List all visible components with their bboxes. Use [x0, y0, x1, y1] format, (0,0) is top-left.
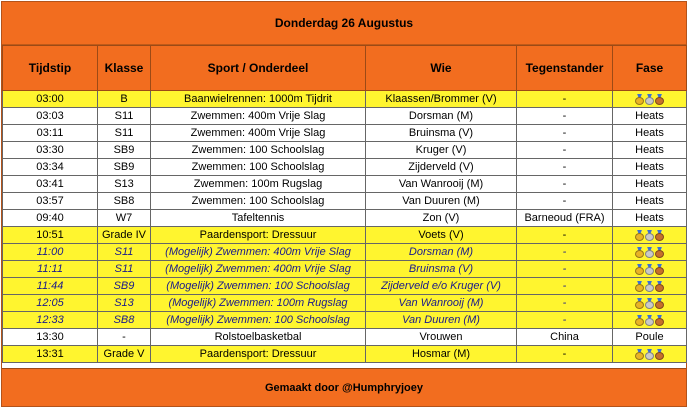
cell-sport: (Mogelijk) Zwemmen: 400m Vrije Slag [151, 261, 366, 278]
cell-who: Van Duuren (M) [366, 312, 517, 329]
schedule-table [2, 45, 687, 363]
cell-class: SB8 [98, 193, 151, 210]
table-row [3, 244, 687, 261]
silver-medal-icon [645, 298, 654, 309]
table-row [3, 176, 687, 193]
table-row [3, 329, 687, 346]
cell-who: Zon (V) [366, 210, 517, 227]
silver-medal-icon [645, 281, 654, 292]
cell-who: Bruinsma (V) [366, 261, 517, 278]
cell-phase: Poule [613, 329, 687, 346]
cell-phase: Heats [613, 176, 687, 193]
cell-sport: (Mogelijk) Zwemmen: 100 Schoolslag [151, 278, 366, 295]
cell-opponent: - [517, 244, 613, 261]
cell-opponent: Barneoud (FRA) [517, 210, 613, 227]
cell-time: 12:05 [3, 295, 98, 312]
table-row [3, 210, 687, 227]
cell-opponent: - [517, 227, 613, 244]
gold-medal-icon [635, 247, 644, 258]
gold-medal-icon [635, 94, 644, 105]
silver-medal-icon [645, 349, 654, 360]
gold-medal-icon [635, 264, 644, 275]
cell-sport: Paardensport: Dressuur [151, 346, 366, 363]
cell-who: Zijderveld (V) [366, 159, 517, 176]
cell-phase: Heats [613, 193, 687, 210]
cell-time: 13:31 [3, 346, 98, 363]
cell-opponent: - [517, 346, 613, 363]
cell-time: 12:33 [3, 312, 98, 329]
cell-who: Klaassen/Brommer (V) [366, 91, 517, 108]
cell-time: 11:00 [3, 244, 98, 261]
cell-class: SB8 [98, 312, 151, 329]
cell-who: Zijderveld e/o Kruger (V) [366, 278, 517, 295]
cell-phase: Heats [613, 108, 687, 125]
cell-sport: (Mogelijk) Zwemmen: 400m Vrije Slag [151, 244, 366, 261]
cell-phase [613, 91, 687, 108]
silver-medal-icon [645, 230, 654, 241]
cell-sport: Baanwielrennen: 1000m Tijdrit [151, 91, 366, 108]
cell-class: S13 [98, 295, 151, 312]
medal-set [635, 247, 664, 258]
col-header-tegenstander: Tegenstander [517, 46, 613, 91]
cell-class: - [98, 329, 151, 346]
cell-who: Dorsman (M) [366, 108, 517, 125]
gold-medal-icon [635, 281, 644, 292]
cell-opponent: China [517, 329, 613, 346]
cell-class: Grade IV [98, 227, 151, 244]
table-header-row [3, 46, 687, 91]
cell-opponent: - [517, 193, 613, 210]
cell-time: 11:11 [3, 261, 98, 278]
medal-set [635, 264, 664, 275]
cell-phase: Heats [613, 159, 687, 176]
cell-who: Dorsman (M) [366, 244, 517, 261]
table-row [3, 91, 687, 108]
cell-class: SB9 [98, 142, 151, 159]
gold-medal-icon [635, 349, 644, 360]
cell-opponent: - [517, 91, 613, 108]
cell-who: Voets (V) [366, 227, 517, 244]
cell-opponent: - [517, 312, 613, 329]
cell-sport: Paardensport: Dressuur [151, 227, 366, 244]
silver-medal-icon [645, 247, 654, 258]
schedule-body [3, 91, 687, 363]
medal-set [635, 298, 664, 309]
medal-set [635, 281, 664, 292]
cell-sport: Rolstoelbasketbal [151, 329, 366, 346]
cell-sport: Zwemmen: 100 Schoolslag [151, 159, 366, 176]
cell-phase [613, 346, 687, 363]
table-row [3, 125, 687, 142]
table-row [3, 227, 687, 244]
cell-class: S11 [98, 261, 151, 278]
table-row [3, 193, 687, 210]
cell-opponent: - [517, 108, 613, 125]
cell-class: W7 [98, 210, 151, 227]
col-header-sport: Sport / Onderdeel [151, 46, 366, 91]
silver-medal-icon [645, 94, 654, 105]
bronze-medal-icon [655, 264, 664, 275]
cell-sport: (Mogelijk) Zwemmen: 100m Rugslag [151, 295, 366, 312]
bronze-medal-icon [655, 315, 664, 326]
silver-medal-icon [645, 264, 654, 275]
cell-class: S11 [98, 125, 151, 142]
cell-opponent: - [517, 159, 613, 176]
table-row [3, 278, 687, 295]
cell-phase [613, 244, 687, 261]
cell-time: 03:11 [3, 125, 98, 142]
cell-phase [613, 227, 687, 244]
cell-phase [613, 278, 687, 295]
cell-sport: Zwemmen: 100 Schoolslag [151, 193, 366, 210]
cell-opponent: - [517, 125, 613, 142]
cell-time: 03:00 [3, 91, 98, 108]
table-row [3, 346, 687, 363]
cell-phase [613, 295, 687, 312]
bronze-medal-icon [655, 94, 664, 105]
cell-time: 03:34 [3, 159, 98, 176]
cell-class: B [98, 91, 151, 108]
cell-who: Bruinsma (V) [366, 125, 517, 142]
cell-time: 03:30 [3, 142, 98, 159]
table-row [3, 312, 687, 329]
table-row [3, 261, 687, 278]
table-row [3, 142, 687, 159]
cell-sport: Tafeltennis [151, 210, 366, 227]
cell-who: Van Wanrooij (M) [366, 176, 517, 193]
silver-medal-icon [645, 315, 654, 326]
cell-phase [613, 312, 687, 329]
cell-phase: Heats [613, 210, 687, 227]
table-row [3, 295, 687, 312]
cell-time: 09:40 [3, 210, 98, 227]
bronze-medal-icon [655, 349, 664, 360]
cell-class: S11 [98, 244, 151, 261]
cell-class: SB9 [98, 278, 151, 295]
cell-sport: Zwemmen: 400m Vrije Slag [151, 108, 366, 125]
bronze-medal-icon [655, 247, 664, 258]
cell-opponent: - [517, 278, 613, 295]
footer-credit: Gemaakt door @Humphryjoey [2, 368, 686, 406]
col-header-tijdstip: Tijdstip [3, 46, 98, 91]
cell-time: 13:30 [3, 329, 98, 346]
cell-class: SB9 [98, 159, 151, 176]
cell-who: Van Wanrooij (M) [366, 295, 517, 312]
cell-sport: Zwemmen: 100 Schoolslag [151, 142, 366, 159]
gold-medal-icon [635, 230, 644, 241]
cell-time: 03:57 [3, 193, 98, 210]
bronze-medal-icon [655, 298, 664, 309]
cell-phase: Heats [613, 125, 687, 142]
cell-phase: Heats [613, 142, 687, 159]
table-row [3, 159, 687, 176]
cell-sport: (Mogelijk) Zwemmen: 100 Schoolslag [151, 312, 366, 329]
medal-set [635, 230, 664, 241]
cell-class: S11 [98, 108, 151, 125]
bronze-medal-icon [655, 281, 664, 292]
table-row [3, 108, 687, 125]
cell-opponent: - [517, 295, 613, 312]
cell-opponent: - [517, 142, 613, 159]
gold-medal-icon [635, 315, 644, 326]
cell-phase [613, 261, 687, 278]
cell-time: 03:41 [3, 176, 98, 193]
medal-set [635, 315, 664, 326]
page-title: Donderdag 26 Augustus [2, 2, 686, 45]
medal-set [635, 94, 664, 105]
cell-class: S13 [98, 176, 151, 193]
cell-who: Vrouwen [366, 329, 517, 346]
cell-sport: Zwemmen: 100m Rugslag [151, 176, 366, 193]
cell-time: 10:51 [3, 227, 98, 244]
col-header-fase: Fase [613, 46, 687, 91]
cell-who: Hosmar (M) [366, 346, 517, 363]
cell-opponent: - [517, 176, 613, 193]
cell-who: Van Duuren (M) [366, 193, 517, 210]
col-header-klasse: Klasse [98, 46, 151, 91]
schedule-frame [1, 1, 687, 407]
cell-who: Kruger (V) [366, 142, 517, 159]
cell-time: 11:44 [3, 278, 98, 295]
cell-class: Grade V [98, 346, 151, 363]
cell-opponent: - [517, 261, 613, 278]
bronze-medal-icon [655, 230, 664, 241]
medal-set [635, 349, 664, 360]
cell-sport: Zwemmen: 400m Vrije Slag [151, 125, 366, 142]
gold-medal-icon [635, 298, 644, 309]
cell-time: 03:03 [3, 108, 98, 125]
col-header-wie: Wie [366, 46, 517, 91]
